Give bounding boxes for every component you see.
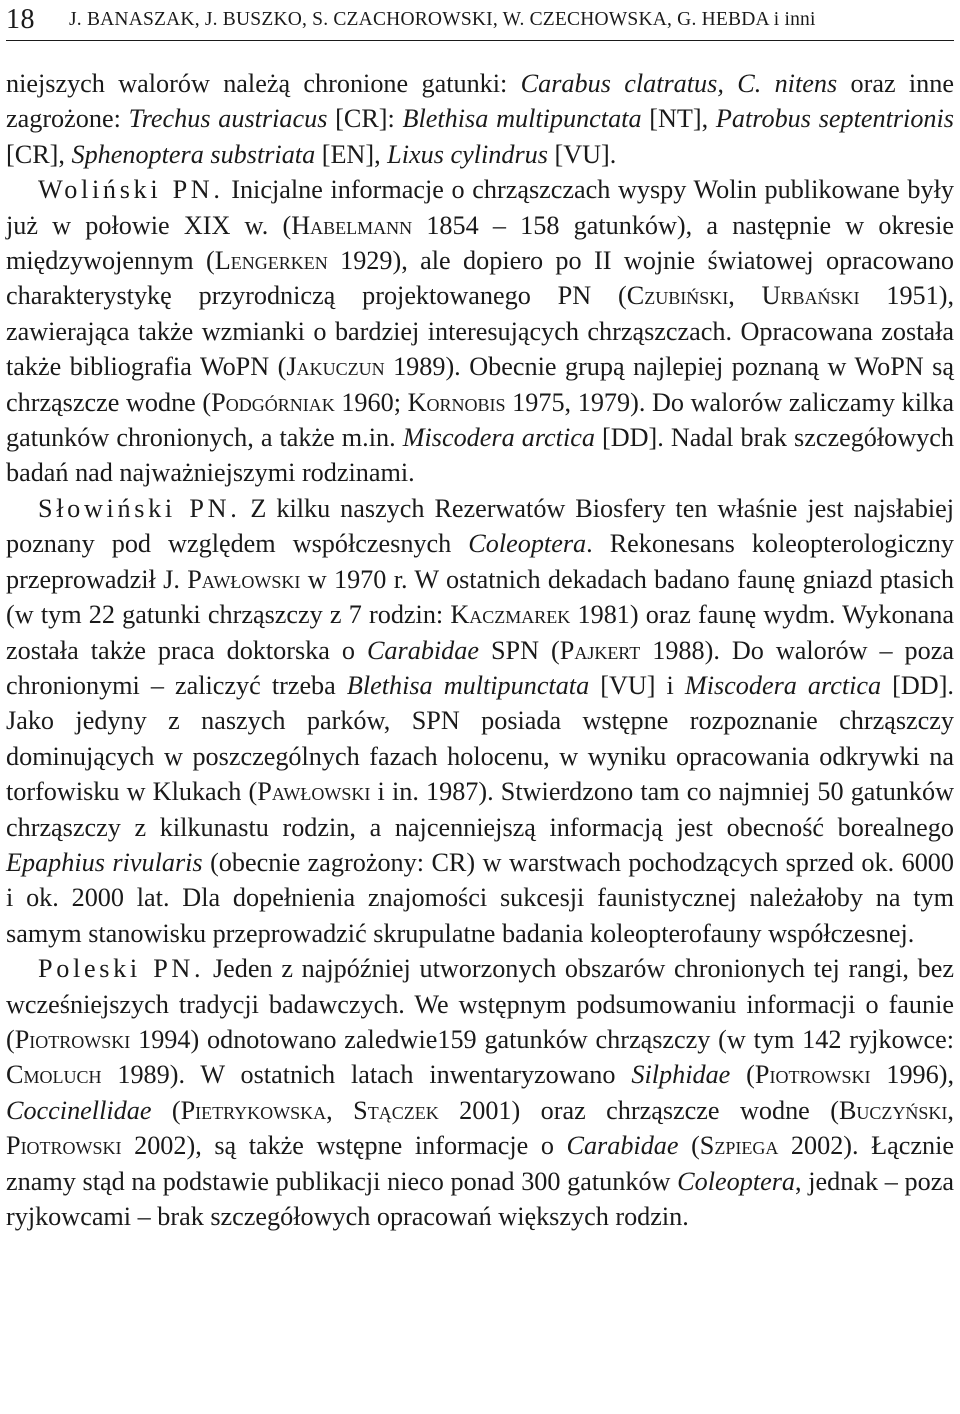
citation-author: Podgórniak (211, 387, 335, 417)
citation-author: Piotrowski (14, 1024, 131, 1054)
running-head-authors: J. BANASZAK, J. BUSZKO, S. CZACHOROWSKI, W. CZECHOWSKA, G. HEBDA i inni (69, 9, 816, 30)
citation-author: Habelmann (291, 210, 413, 240)
paragraph-poleski-pn (6, 951, 954, 1234)
species-name: Epaphius rivularis (6, 847, 203, 877)
text-run: [VU]. (547, 139, 617, 169)
citation-author: Lengerken (214, 246, 328, 276)
paragraph-intro-continuation (6, 66, 954, 172)
paragraph-slowinski-pn (6, 491, 954, 951)
text-run: , jednak – poza ryjkowcami – brak szczegółowych opracowań większych rodzin. (6, 1166, 954, 1231)
taxon-name: Coleoptera (677, 1166, 796, 1196)
text-run: SPN ( (479, 635, 560, 665)
text-run: Jeden z najpóźniej utworzonych obszarów chronionych tej rangi, bez wcześniejszych tradycji badawczych. We wstępnym podsumowaniu informacji o faunie ( (6, 954, 954, 1054)
species-name: Carabus clatratus, C. nitens (520, 69, 838, 98)
citation-author: Cmoluch (6, 1060, 102, 1090)
text-run: 1988). Do walorów – poza chronionymi – zaliczyć trzeba (6, 635, 954, 700)
text-run: (obecnie zagrożony: CR) w warstwach pochodzących sprzed ok. 6000 i ok. 2000 lat. Dla dopełnienia znajomości sukcesji faunistycznej należałoby na tym samym stanowisku przeprowadzić skrupulatne badania koleopterofauny współczesnej. (6, 847, 954, 948)
text-run: 1951), zawierająca także wzmianki o bardziej interesujących chrząszczach. Opracowana została także bibliografia WoPN ( (6, 281, 954, 382)
species-name: Miscodera arctica (402, 423, 595, 453)
citation-author: Kaczmarek (450, 600, 571, 630)
text-run: [VU] i (589, 670, 685, 700)
text-run: 1989). W ostatnich latach inwentaryzowano (101, 1060, 632, 1090)
text-run: ( (730, 1060, 755, 1090)
running-header (6, 2, 954, 42)
text-run: 2002). Łącznie znamy stąd na podstawie publikacji nieco ponad 300 gatunków (6, 1131, 954, 1196)
paragraph-wolinski-pn (6, 172, 954, 491)
text-run: 2002), są także wstępne informacje o (121, 1131, 567, 1161)
section-heading-slowinski: Słowiński PN. (38, 493, 241, 523)
text-run: [DD]. Nadal brak szczegółowych badań nad najważniejszymi rodzinami. (6, 423, 954, 488)
citation-author: Jakuczun (286, 352, 385, 382)
taxon-name: Carabidae (566, 1131, 679, 1161)
citation-author: Szpiega (699, 1131, 779, 1161)
text-run: 1854 – 158 gatunków), a następnie w okresie międzywojennym ( (6, 210, 954, 276)
species-name: Lixus cylindrus (387, 139, 548, 169)
text-run: 1960; (334, 387, 408, 417)
citation-author: Czubiński, Urbański (626, 281, 860, 311)
citation-author: Pajkert (559, 635, 641, 665)
text-run: oraz inne zagrożone: (6, 69, 954, 134)
text-run: 1981) oraz faunę wydm. Wykonana została także praca doktorska o (6, 600, 954, 665)
citation-author: Pietrykowska, Stączek (180, 1095, 439, 1125)
text-run: ( (151, 1095, 181, 1125)
taxon-name: Carabidae (366, 635, 479, 665)
text-run: . Rekonesans koleopterologiczny przeprowadził J. (6, 529, 954, 594)
citation-author: Buczyński, Piotrowski (6, 1095, 954, 1161)
text-run: ( (678, 1131, 700, 1161)
text-run: w 1970 r. W ostatnich dekadach badano faunę gniazd ptasich (w tym 22 gatunki chrząszczy z 7 rodzin: (6, 564, 954, 630)
species-name: Miscodera arctica (684, 670, 882, 700)
text-run: 1996), (870, 1060, 954, 1090)
text-run: i in. 1987). Stwierdzono tam co najmniej 50 gatunków chrząszczy z kilkunastu rodzin, a najcenniejszą informacją jest obecność borealnego (6, 777, 954, 842)
text-run: niejszych walorów należą chronione gatunki: (6, 69, 521, 98)
species-name: Blethisa multipunctata (346, 670, 590, 700)
taxon-name: Silphidae (631, 1060, 731, 1090)
text-run: [EN], (315, 139, 388, 169)
taxon-name: Coccinellidae (6, 1095, 152, 1125)
text-run: [DD]. Jako jedyny z naszych parków, SPN posiada wstępne rozpoznanie chrząszczy dominujących w poszczególnych fazach holocenu, w wyniku opracowania odkrywki na torfowisku w Klukach ( (6, 670, 954, 807)
citation-author: Pawłowski (257, 777, 371, 807)
species-name: Blethisa multipunctata (402, 104, 642, 134)
citation-author: Kornobis (407, 387, 506, 417)
text-run: [CR], (6, 139, 72, 169)
citation-author: Pawłowski (187, 564, 301, 594)
text-run: 2001) oraz chrząszcze wodne ( (438, 1095, 839, 1125)
text-run: 1929), ale dopiero po II wojnie światowej opracowano charakterystykę przyrodniczą projektowanego PN ( (6, 246, 955, 311)
text-run: [CR]: (327, 104, 403, 134)
text-run: Inicjalne informacje o chrząszczach wyspy Wolin publikowane były już w połowie XIX w. ( (6, 175, 954, 240)
section-heading-wolinski: Woliński PN. (38, 175, 224, 205)
citation-author: Piotrowski (754, 1060, 871, 1090)
taxon-name: Coleoptera (468, 529, 587, 559)
header-rule (6, 40, 954, 41)
species-name: Patrobus septentrionis (715, 104, 954, 134)
text-run: 1975, 1979). Do walorów zaliczamy kilka gatunków chronionych, a także m.in. (6, 387, 954, 453)
text-run: Z kilku naszych Rezerwatów Biosfery ten właśnie jest najsłabiej poznany pod względem współczesnych (6, 493, 955, 559)
section-heading-poleski: Poleski PN. (38, 954, 205, 984)
article-body (6, 66, 954, 1234)
text-run: [NT], (641, 104, 716, 134)
text-run: 1989). Obecnie grupą najlepiej poznaną w WoPN są chrząszcze wodne ( (6, 352, 955, 417)
species-name: Trechus austriacus (128, 104, 328, 134)
species-name: Sphenoptera substriata (71, 139, 316, 169)
page-number: 18 (6, 4, 35, 35)
text-run: 1994) odnotowano zaledwie159 gatunków chrząszczy (w tym 142 ryjkowce: (130, 1024, 954, 1054)
